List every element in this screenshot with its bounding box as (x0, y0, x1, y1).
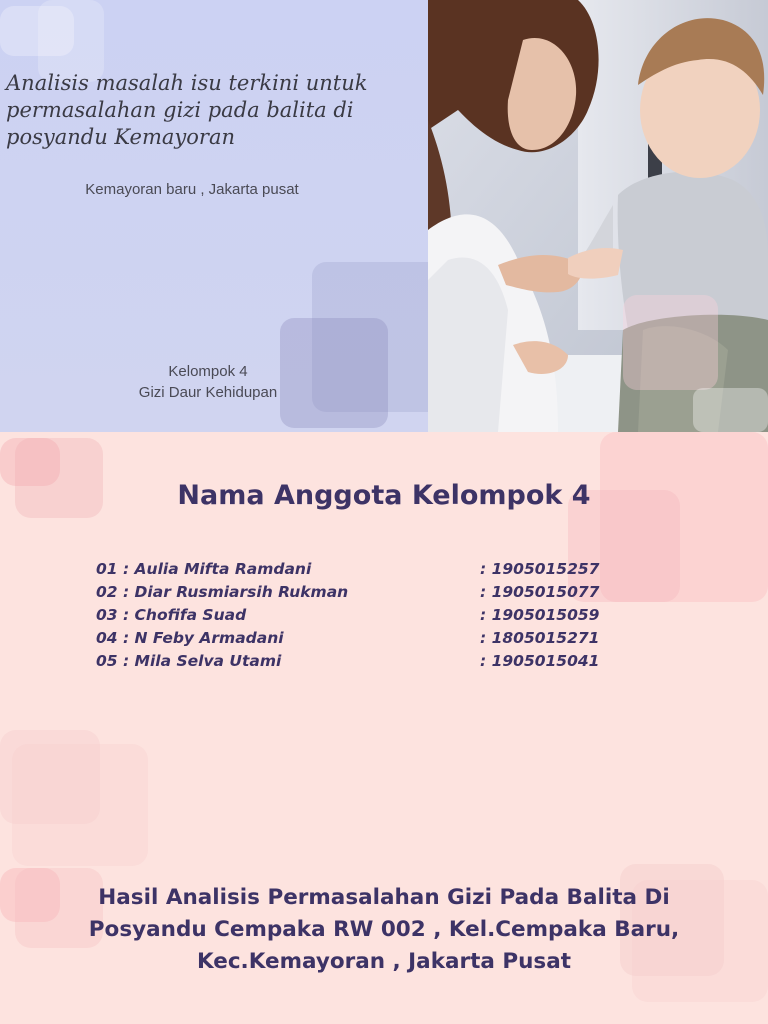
member-name: 03 : Chofifa Suad (96, 606, 247, 624)
doctor-child-photo (428, 0, 768, 432)
list-item (96, 606, 656, 629)
presentation-title: Analisis masalah isu terkini untuk permasalahan gizi pada balita di posyandu Kemayoran (6, 71, 368, 149)
decor-square (12, 744, 148, 866)
member-id: : 1905015077 (480, 583, 600, 601)
list-item (96, 652, 656, 675)
group-info (98, 361, 318, 403)
members-heading: Nama Anggota Kelompok 4 (177, 480, 591, 511)
members-list (96, 560, 656, 675)
photo-illustration (428, 0, 768, 432)
member-name: 02 : Diar Rusmiarsih Rukman (96, 583, 349, 601)
group-number: Kelompok 4 (168, 363, 248, 380)
members-slide (0, 432, 768, 1024)
list-item (96, 629, 656, 652)
location-subtitle: Kemayoran baru , Jakarta pusat (85, 181, 299, 198)
member-id: : 1905015059 (480, 606, 600, 624)
member-name: 01 : Aulia Mifta Ramdani (96, 560, 312, 578)
title-slide (0, 0, 768, 432)
member-name: 05 : Mila Selva Utami (96, 652, 282, 670)
member-id: : 1905015041 (480, 652, 600, 670)
member-id: : 1805015271 (480, 629, 600, 647)
list-item (96, 560, 656, 583)
member-id: : 1905015257 (480, 560, 600, 578)
member-name: 04 : N Feby Armadani (96, 629, 284, 647)
list-item (96, 583, 656, 606)
analysis-footer-text: Hasil Analisis Permasalahan Gizi Pada Balita Di Posyandu Cempaka RW 002 , Kel.Cempaka Baru, Kec.Kemayoran , Jakarta Pusat (88, 885, 680, 974)
title-panel (0, 0, 428, 432)
course-name: Gizi Daur Kehidupan (138, 384, 278, 401)
